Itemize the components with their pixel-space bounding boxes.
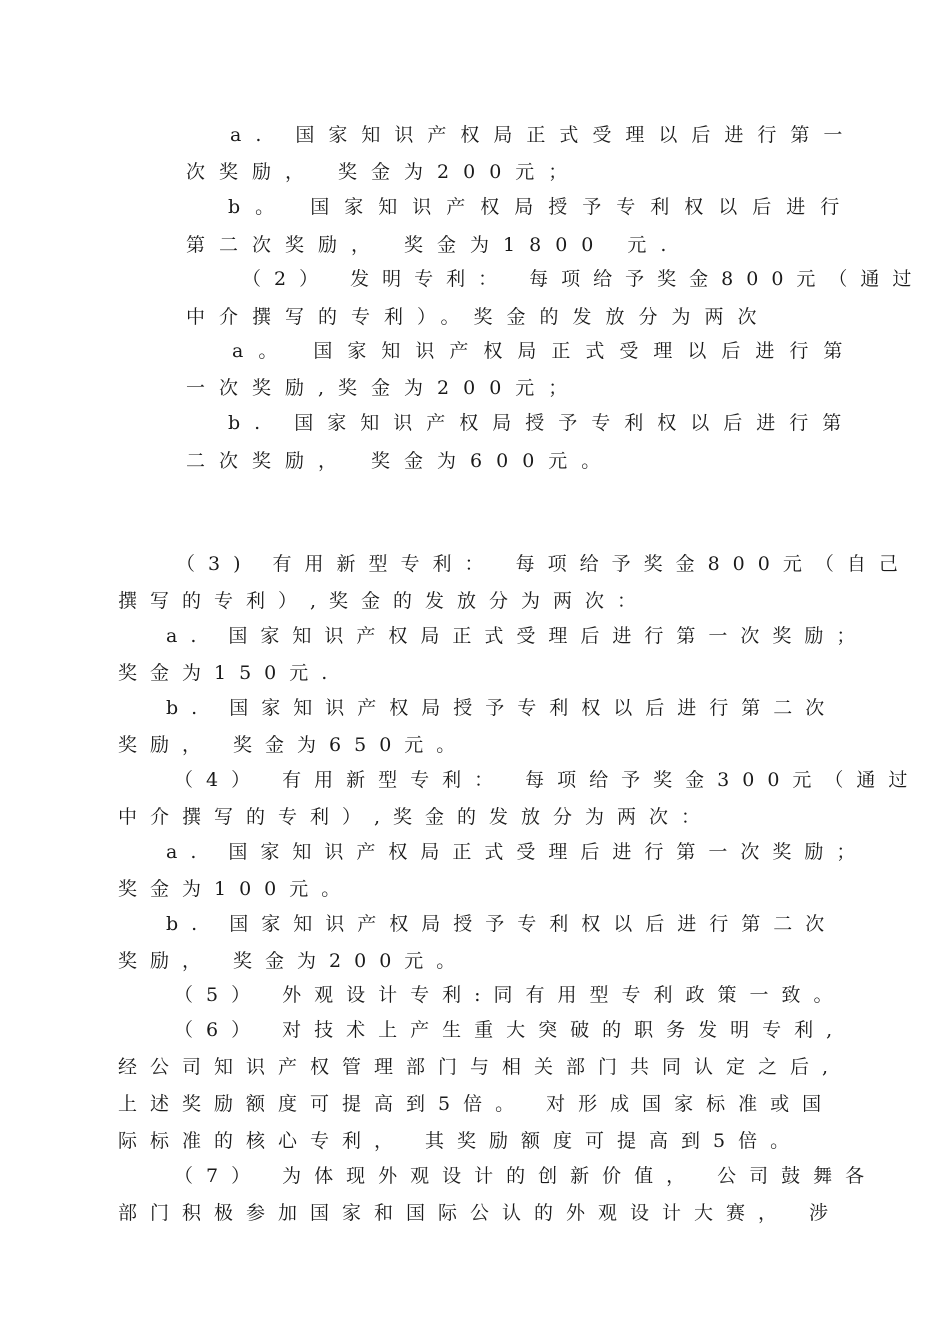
paragraph-line: a. 国家知识产权局正式受理后进行第一次奖励； [166,841,869,863]
paragraph-line: 奖金为100元。 [118,878,354,900]
paragraph-line: 部门积极参加国家和国际公认的外观设计大赛， 涉 [118,1202,842,1224]
paragraph-line: 奖金为150元. [118,662,341,684]
paragraph-line: （6） 对技术上产生重大突破的职务发明专利, [174,1019,846,1041]
paragraph-line: 奖励， 奖金为650元。 [118,734,469,756]
paragraph-line: 一次奖励,奖金为200元； [186,377,582,399]
paragraph-line: b. 国家知识产权局授予专利权以后进行第 [228,412,856,434]
paragraph-line: （5） 外观设计专利:同有用型专利政策一致。 [174,984,846,1006]
paragraph-line: （4） 有用新型专利： 每项给予奖金300元（通过 [174,769,921,791]
paragraph-line: b. 国家知识产权局授予专利权以后进行第二次 [166,697,838,719]
paragraph-line: a。 国家知识产权局正式受理以后进行第 [232,340,858,362]
paragraph-line: 中介撰写的专利）。奖金的发放分为两次 [186,306,771,328]
paragraph-line: （7） 为体现外观设计的创新价值， 公司鼓舞各 [174,1165,878,1187]
paragraph-line: 二次奖励， 奖金为600元。 [186,450,615,472]
paragraph-line: 上述奖励额度可提高到5倍。 对形成国家标准或国 [118,1093,835,1115]
paragraph-line: a. 国家知识产权局正式受理以后进行第一 [230,124,857,146]
paragraph-line: （3) 有用新型专利： 每项给予奖金800元（自己 [176,553,911,575]
paragraph-line: 次奖励， 奖金为200元； [186,161,582,183]
paragraph-line: （2） 发明专利： 每项给予奖金800元（通过 [242,268,925,290]
paragraph-line: b. 国家知识产权局授予专利权以后进行第二次 [166,913,838,935]
paragraph-line: 第二次奖励， 奖金为1800 元. [186,234,681,256]
paragraph-line: 奖励， 奖金为200元。 [118,950,469,972]
paragraph-line: 撰写的专利）,奖金的发放分为两次： [118,590,650,612]
paragraph-line: 中介撰写的专利）,奖金的发放分为两次： [118,806,714,828]
paragraph-line: 际标准的核心专利， 其奖励额度可提高到5倍。 [118,1130,803,1152]
paragraph-line: 经公司知识产权管理部门与相关部门共同认定之后, [118,1056,842,1078]
paragraph-line: a. 国家知识产权局正式受理后进行第一次奖励； [166,625,869,647]
paragraph-line: b。 国家知识产权局授予专利权以后进行 [228,196,855,218]
